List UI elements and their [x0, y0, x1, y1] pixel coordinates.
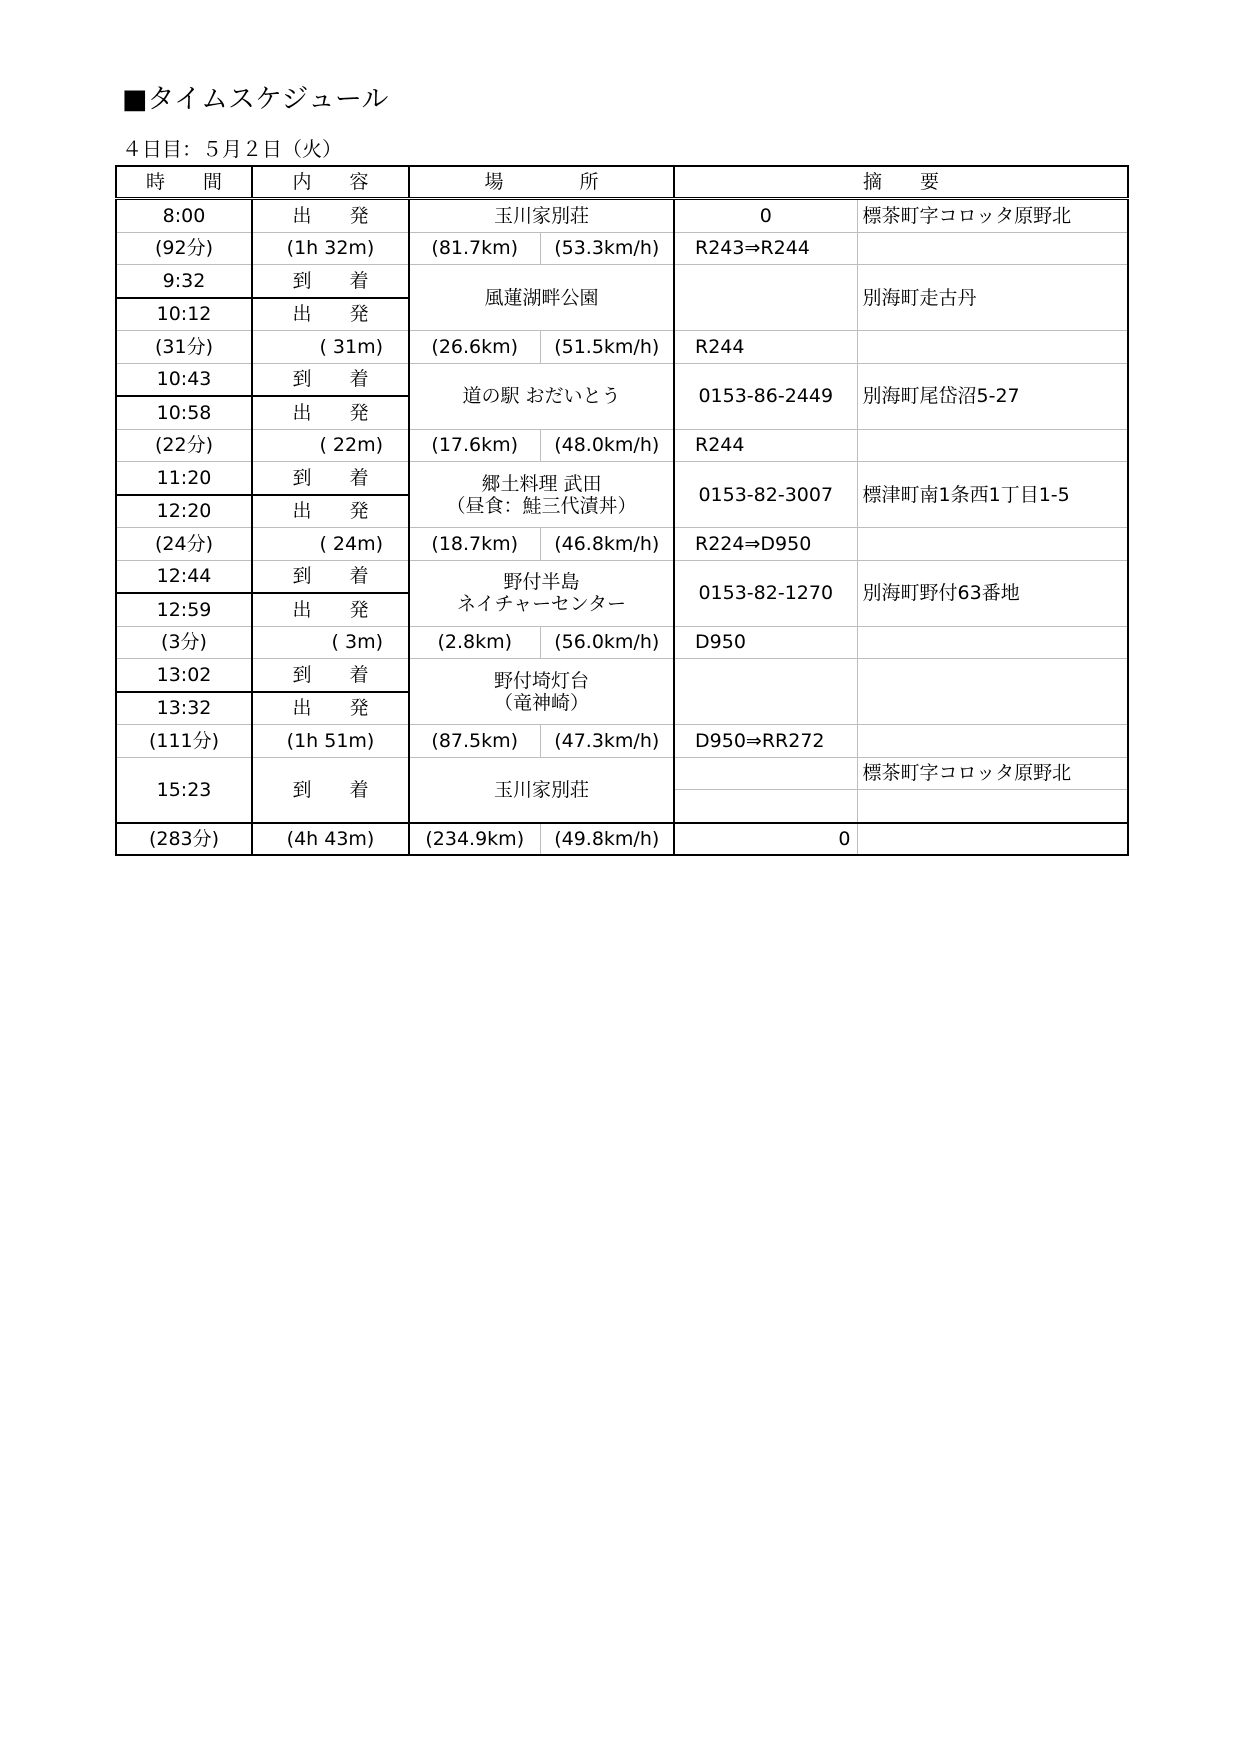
- distance-cell: (2.8km): [409, 626, 540, 659]
- address-cell: [857, 659, 1128, 725]
- table-row: [116, 659, 1128, 692]
- address-cell: 別海町野付63番地: [857, 560, 1128, 626]
- hm-cell: (1h 51m): [252, 725, 409, 758]
- place-cell: [409, 560, 674, 626]
- distance-cell: (87.5km): [409, 725, 540, 758]
- action-cell: 到 着: [252, 560, 409, 593]
- address-cell: 別海町走古丹: [857, 265, 1128, 331]
- distance-cell: (17.6km): [409, 429, 540, 462]
- table-row: [116, 725, 1128, 758]
- time-cell: 15:23: [116, 757, 252, 823]
- action-cell: 到 着: [252, 757, 409, 823]
- total-speed: (49.8km/h): [540, 823, 674, 855]
- header-row: [116, 166, 1128, 199]
- table-row: [116, 757, 1128, 790]
- day-subtitle: ４日目：５月２日（火）: [122, 137, 342, 161]
- time-cell: 10:12: [116, 298, 252, 331]
- route-cell: R224⇒D950: [674, 528, 857, 561]
- place-line-1: 野付埼灯台: [494, 669, 590, 692]
- empty-cell: [674, 790, 857, 823]
- duration-cell: (31分): [116, 331, 252, 364]
- time-cell: 13:32: [116, 692, 252, 725]
- action-cell: 到 着: [252, 265, 409, 298]
- route-cell: D950⇒RR272: [674, 725, 857, 758]
- time-cell: 10:58: [116, 396, 252, 429]
- empty-cell: [857, 528, 1128, 561]
- distance-cell: (18.7km): [409, 528, 540, 561]
- time-cell: 10:43: [116, 363, 252, 396]
- place-cell: 玉川家別荘: [409, 757, 674, 823]
- total-hm: (4h 43m): [252, 823, 409, 855]
- header-time: 時 間: [116, 166, 252, 199]
- time-cell: 12:44: [116, 560, 252, 593]
- route-cell: R243⇒R244: [674, 232, 857, 265]
- place-cell: 道の駅 おだいとう: [409, 363, 674, 429]
- total-row: [116, 823, 1128, 855]
- phone-cell: 0: [674, 199, 857, 233]
- hm-cell: (1h 32m): [252, 232, 409, 265]
- route-cell: D950: [674, 626, 857, 659]
- action-cell: 到 着: [252, 659, 409, 692]
- address-cell: 標津町南1条西1丁目1-5: [857, 462, 1128, 528]
- speed-cell: (53.3km/h): [540, 232, 674, 265]
- empty-cell: [857, 626, 1128, 659]
- phone-cell: 0153-82-3007: [674, 462, 857, 528]
- hm-cell: ( 3m): [252, 626, 409, 659]
- table-row: [116, 232, 1128, 265]
- time-cell: 11:20: [116, 462, 252, 495]
- action-cell: 出 発: [252, 298, 409, 331]
- action-cell: 出 発: [252, 396, 409, 429]
- distance-cell: (26.6km): [409, 331, 540, 364]
- hm-cell: ( 31m): [252, 331, 409, 364]
- time-cell: 8:00: [116, 199, 252, 233]
- address-cell: 標茶町字コロッタ原野北: [857, 757, 1128, 790]
- action-cell: 出 発: [252, 199, 409, 233]
- table-row: [116, 626, 1128, 659]
- header-content: 内 容: [252, 166, 409, 199]
- speed-cell: (56.0km/h): [540, 626, 674, 659]
- empty-cell: [857, 790, 1128, 823]
- duration-cell: (24分): [116, 528, 252, 561]
- empty-cell: [857, 823, 1128, 855]
- time-cell: 13:02: [116, 659, 252, 692]
- header-place: 場 所: [409, 166, 674, 199]
- phone-cell: [674, 659, 857, 725]
- action-cell: 到 着: [252, 462, 409, 495]
- time-cell: 9:32: [116, 265, 252, 298]
- empty-cell: [857, 331, 1128, 364]
- phone-cell: [674, 265, 857, 331]
- speed-cell: (48.0km/h): [540, 429, 674, 462]
- speed-cell: (51.5km/h): [540, 331, 674, 364]
- hm-cell: ( 24m): [252, 528, 409, 561]
- schedule-table: [115, 165, 1129, 856]
- action-cell: 出 発: [252, 692, 409, 725]
- distance-cell: (81.7km): [409, 232, 540, 265]
- place-line-2: ネイチャーセンター: [457, 593, 626, 615]
- speed-cell: (46.8km/h): [540, 528, 674, 561]
- empty-cell: [857, 429, 1128, 462]
- table-row: [116, 265, 1128, 298]
- address-cell: 別海町尾岱沼5-27: [857, 363, 1128, 429]
- page-title: ■タイムスケジュール: [122, 84, 389, 115]
- total-value: 0: [674, 823, 857, 855]
- time-cell: 12:20: [116, 495, 252, 528]
- table-row: [116, 429, 1128, 462]
- empty-cell: [857, 232, 1128, 265]
- table-row: [116, 363, 1128, 396]
- duration-cell: (3分): [116, 626, 252, 659]
- action-cell: 到 着: [252, 363, 409, 396]
- table-row: [116, 462, 1128, 495]
- place-line-2: （竜神崎）: [494, 691, 590, 714]
- phone-cell: [674, 757, 857, 790]
- time-cell: 12:59: [116, 593, 252, 626]
- phone-cell: 0153-82-1270: [674, 560, 857, 626]
- total-duration: (283分): [116, 823, 252, 855]
- table-row: [116, 560, 1128, 593]
- table-row: [116, 199, 1128, 233]
- duration-cell: (22分): [116, 429, 252, 462]
- table-row: [116, 331, 1128, 364]
- action-cell: 出 発: [252, 495, 409, 528]
- place-cell: [409, 462, 674, 528]
- address-cell: 標茶町字コロッタ原野北: [857, 199, 1128, 233]
- place-cell: 玉川家別荘: [409, 199, 674, 233]
- empty-cell: [857, 725, 1128, 758]
- place-cell: 風蓮湖畔公園: [409, 265, 674, 331]
- header-summary: 摘 要: [674, 166, 1128, 199]
- hm-cell: ( 22m): [252, 429, 409, 462]
- speed-cell: (47.3km/h): [540, 725, 674, 758]
- place-line-1: 郷土料理 武田: [481, 472, 602, 495]
- action-cell: 出 発: [252, 593, 409, 626]
- table-row: [116, 528, 1128, 561]
- phone-cell: 0153-86-2449: [674, 363, 857, 429]
- place-line-1: 野付半島: [503, 571, 580, 593]
- place-line-2: （昼食：鮭三代漬丼）: [446, 494, 637, 517]
- duration-cell: (92分): [116, 232, 252, 265]
- route-cell: R244: [674, 331, 857, 364]
- duration-cell: (111分): [116, 725, 252, 758]
- total-distance: (234.9km): [409, 823, 540, 855]
- place-cell: [409, 659, 674, 725]
- route-cell: R244: [674, 429, 857, 462]
